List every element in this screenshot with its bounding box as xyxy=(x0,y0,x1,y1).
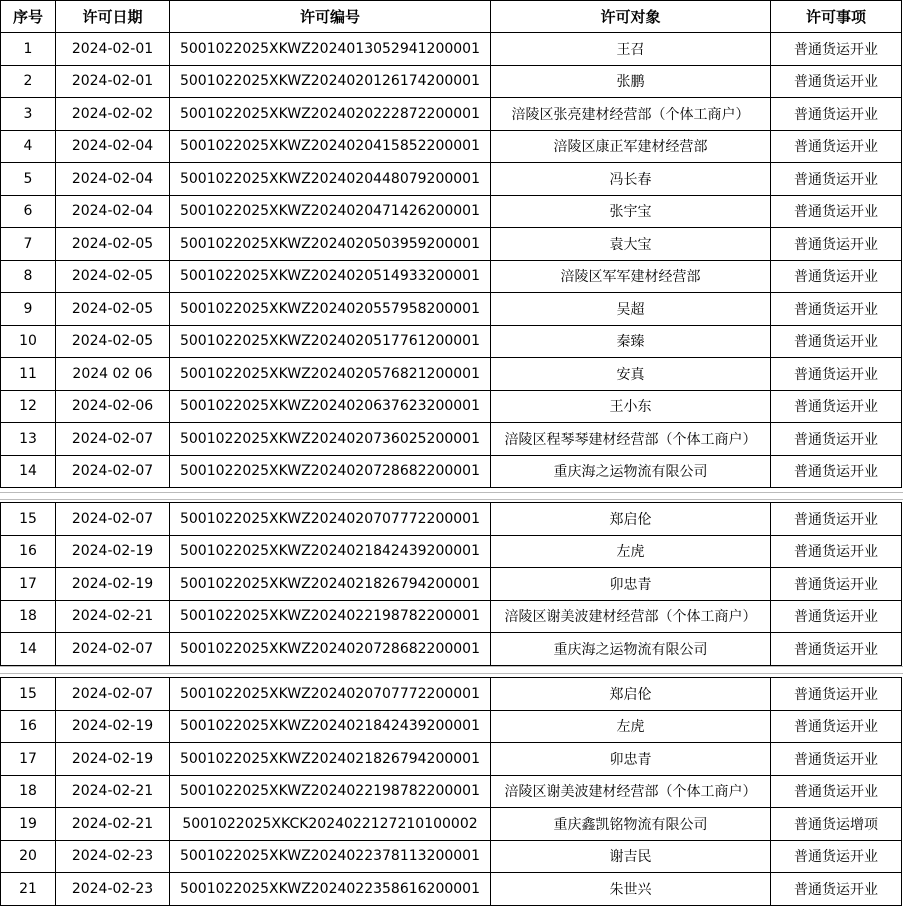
cell-permit-no: 5001022025XKWZ2024022198782200001 xyxy=(170,600,491,633)
cell-permit-no: 5001022025XKWZ2024020517761200001 xyxy=(170,325,491,358)
cell-target: 重庆海之运物流有限公司 xyxy=(491,455,771,488)
table-row xyxy=(1,33,902,66)
cell-seq: 7 xyxy=(1,228,56,261)
header-permit-no: 许可编号 xyxy=(170,1,491,33)
table-row xyxy=(1,228,902,261)
cell-target: 郑启伦 xyxy=(491,678,771,711)
table-row xyxy=(1,568,902,601)
table-row xyxy=(1,325,902,358)
cell-item: 普通货运开业 xyxy=(771,710,902,743)
cell-item: 普通货运开业 xyxy=(771,325,902,358)
cell-seq: 2 xyxy=(1,65,56,98)
cell-item: 普通货运开业 xyxy=(771,390,902,423)
table-row xyxy=(1,503,902,536)
cell-date: 2024-02-04 xyxy=(56,130,170,163)
cell-seq: 9 xyxy=(1,293,56,326)
cell-date: 2024-02-21 xyxy=(56,600,170,633)
cell-target: 涪陵区程琴琴建材经营部（个体工商户） xyxy=(491,423,771,456)
cell-item: 普通货运开业 xyxy=(771,65,902,98)
cell-target: 卯忠青 xyxy=(491,743,771,776)
cell-target: 谢吉民 xyxy=(491,840,771,873)
cell-date: 2024-02-05 xyxy=(56,293,170,326)
cell-seq: 1 xyxy=(1,33,56,66)
cell-date: 2024-02-04 xyxy=(56,163,170,196)
header-date: 许可日期 xyxy=(56,1,170,33)
cell-permit-no: 5001022025XKWZ2024020471426200001 xyxy=(170,195,491,228)
table-row xyxy=(1,455,902,488)
cell-date: 2024-02-02 xyxy=(56,98,170,131)
cell-seq: 13 xyxy=(1,423,56,456)
cell-item: 普通货运开业 xyxy=(771,503,902,536)
table-row xyxy=(1,808,902,841)
cell-date: 2024-02-07 xyxy=(56,678,170,711)
cell-target: 吴超 xyxy=(491,293,771,326)
cell-permit-no: 5001022025XKWZ2024021826794200001 xyxy=(170,743,491,776)
cell-target: 涪陵区康正军建材经营部 xyxy=(491,130,771,163)
table-row xyxy=(1,743,902,776)
table-row xyxy=(1,130,902,163)
cell-permit-no: 5001022025XKWZ2024022378113200001 xyxy=(170,840,491,873)
table-row xyxy=(1,98,902,131)
cell-date: 2024-02-19 xyxy=(56,535,170,568)
cell-target: 左虎 xyxy=(491,710,771,743)
cell-seq: 11 xyxy=(1,358,56,391)
table-row xyxy=(1,633,902,666)
cell-date: 2024-02-19 xyxy=(56,743,170,776)
cell-permit-no: 5001022025XKWZ2024020222872200001 xyxy=(170,98,491,131)
cell-target: 重庆海之运物流有限公司 xyxy=(491,633,771,666)
cell-date: 2024-02-05 xyxy=(56,228,170,261)
table-row xyxy=(1,293,902,326)
cell-item: 普通货运开业 xyxy=(771,568,902,601)
cell-seq: 4 xyxy=(1,130,56,163)
cell-permit-no: 5001022025XKWZ2024013052941200001 xyxy=(170,33,491,66)
table-row xyxy=(1,775,902,808)
cell-date: 2024-02-07 xyxy=(56,633,170,666)
cell-permit-no: 5001022025XKCK2024022127210100002 xyxy=(170,808,491,841)
cell-item: 普通货运开业 xyxy=(771,293,902,326)
cell-date: 2024-02-01 xyxy=(56,65,170,98)
cell-permit-no: 5001022025XKWZ2024020728682200001 xyxy=(170,455,491,488)
cell-permit-no: 5001022025XKWZ2024020576821200001 xyxy=(170,358,491,391)
table-row xyxy=(1,260,902,293)
cell-seq: 6 xyxy=(1,195,56,228)
cell-permit-no: 5001022025XKWZ2024021842439200001 xyxy=(170,535,491,568)
cell-seq: 3 xyxy=(1,98,56,131)
cell-date: 2024-02-05 xyxy=(56,260,170,293)
table-row xyxy=(1,65,902,98)
cell-permit-no: 5001022025XKWZ2024021826794200001 xyxy=(170,568,491,601)
table-row xyxy=(1,840,902,873)
cell-date: 2024-02-19 xyxy=(56,568,170,601)
cell-seq: 18 xyxy=(1,775,56,808)
cell-date: 2024-02-04 xyxy=(56,195,170,228)
cell-date: 2024-02-23 xyxy=(56,840,170,873)
cell-seq: 10 xyxy=(1,325,56,358)
cell-item: 普通货运增项 xyxy=(771,808,902,841)
cell-permit-no: 5001022025XKWZ2024020637623200001 xyxy=(170,390,491,423)
cell-seq: 15 xyxy=(1,503,56,536)
page-break xyxy=(0,666,903,674)
cell-target: 张鹏 xyxy=(491,65,771,98)
cell-target: 涪陵区谢美波建材经营部（个体工商户） xyxy=(491,600,771,633)
cell-item: 普通货运开业 xyxy=(771,840,902,873)
cell-target: 王召 xyxy=(491,33,771,66)
cell-seq: 16 xyxy=(1,535,56,568)
cell-item: 普通货运开业 xyxy=(771,873,902,906)
header-row xyxy=(1,1,902,33)
cell-target: 朱世兴 xyxy=(491,873,771,906)
cell-item: 普通货运开业 xyxy=(771,130,902,163)
table-row xyxy=(1,163,902,196)
cell-permit-no: 5001022025XKWZ2024020514933200001 xyxy=(170,260,491,293)
cell-seq: 5 xyxy=(1,163,56,196)
cell-item: 普通货运开业 xyxy=(771,423,902,456)
cell-seq: 17 xyxy=(1,568,56,601)
cell-permit-no: 5001022025XKWZ2024022358616200001 xyxy=(170,873,491,906)
cell-seq: 18 xyxy=(1,600,56,633)
table-row xyxy=(1,873,902,906)
table-row xyxy=(1,710,902,743)
cell-permit-no: 5001022025XKWZ2024021842439200001 xyxy=(170,710,491,743)
cell-item: 普通货运开业 xyxy=(771,228,902,261)
cell-date: 2024-02-07 xyxy=(56,455,170,488)
cell-target: 卯忠青 xyxy=(491,568,771,601)
cell-target: 涪陵区军军建材经营部 xyxy=(491,260,771,293)
cell-date: 2024-02-05 xyxy=(56,325,170,358)
table-row xyxy=(1,678,902,711)
cell-seq: 8 xyxy=(1,260,56,293)
header-item: 许可事项 xyxy=(771,1,902,33)
cell-permit-no: 5001022025XKWZ2024020736025200001 xyxy=(170,423,491,456)
cell-item: 普通货运开业 xyxy=(771,195,902,228)
cell-seq: 21 xyxy=(1,873,56,906)
cell-date: 2024-02-23 xyxy=(56,873,170,906)
cell-permit-no: 5001022025XKWZ2024020728682200001 xyxy=(170,633,491,666)
cell-seq: 17 xyxy=(1,743,56,776)
cell-target: 张宇宝 xyxy=(491,195,771,228)
cell-date: 2024-02-21 xyxy=(56,808,170,841)
cell-permit-no: 5001022025XKWZ2024020503959200001 xyxy=(170,228,491,261)
cell-seq: 20 xyxy=(1,840,56,873)
cell-date: 2024-02-19 xyxy=(56,710,170,743)
cell-item: 普通货运开业 xyxy=(771,633,902,666)
cell-seq: 12 xyxy=(1,390,56,423)
cell-seq: 14 xyxy=(1,633,56,666)
cell-item: 普通货运开业 xyxy=(771,535,902,568)
cell-permit-no: 5001022025XKWZ2024022198782200001 xyxy=(170,775,491,808)
cell-seq: 14 xyxy=(1,455,56,488)
cell-permit-no: 5001022025XKWZ2024020707772200001 xyxy=(170,503,491,536)
permit-table-part-3 xyxy=(0,677,902,906)
cell-item: 普通货运开业 xyxy=(771,600,902,633)
cell-permit-no: 5001022025XKWZ2024020126174200001 xyxy=(170,65,491,98)
cell-permit-no: 5001022025XKWZ2024020707772200001 xyxy=(170,678,491,711)
cell-date: 2024-02-07 xyxy=(56,423,170,456)
permit-table-part-2 xyxy=(0,502,902,666)
cell-item: 普通货运开业 xyxy=(771,678,902,711)
cell-target: 袁大宝 xyxy=(491,228,771,261)
cell-permit-no: 5001022025XKWZ2024020415852200001 xyxy=(170,130,491,163)
cell-target: 涪陵区谢美波建材经营部（个体工商户） xyxy=(491,775,771,808)
table-row xyxy=(1,195,902,228)
table-row xyxy=(1,535,902,568)
cell-date: 2024-02-07 xyxy=(56,503,170,536)
cell-date: 2024-02-01 xyxy=(56,33,170,66)
cell-target: 重庆鑫凯铭物流有限公司 xyxy=(491,808,771,841)
cell-target: 左虎 xyxy=(491,535,771,568)
cell-seq: 15 xyxy=(1,678,56,711)
cell-date: 2024-02-21 xyxy=(56,775,170,808)
cell-permit-no: 5001022025XKWZ2024020557958200001 xyxy=(170,293,491,326)
cell-item: 普通货运开业 xyxy=(771,455,902,488)
cell-item: 普通货运开业 xyxy=(771,743,902,776)
cell-target: 冯长春 xyxy=(491,163,771,196)
header-seq: 序号 xyxy=(1,1,56,33)
table-row xyxy=(1,600,902,633)
cell-permit-no: 5001022025XKWZ2024020448079200001 xyxy=(170,163,491,196)
table-row xyxy=(1,358,902,391)
cell-date: 2024-02-06 xyxy=(56,390,170,423)
cell-item: 普通货运开业 xyxy=(771,98,902,131)
page-break xyxy=(0,492,903,500)
table-row xyxy=(1,423,902,456)
cell-target: 秦臻 xyxy=(491,325,771,358)
table-row xyxy=(1,390,902,423)
cell-date: 2024 02 06 xyxy=(56,358,170,391)
header-target: 许可对象 xyxy=(491,1,771,33)
cell-seq: 16 xyxy=(1,710,56,743)
cell-target: 王小东 xyxy=(491,390,771,423)
cell-target: 郑启伦 xyxy=(491,503,771,536)
cell-item: 普通货运开业 xyxy=(771,260,902,293)
cell-target: 安真 xyxy=(491,358,771,391)
cell-seq: 19 xyxy=(1,808,56,841)
cell-item: 普通货运开业 xyxy=(771,163,902,196)
cell-item: 普通货运开业 xyxy=(771,33,902,66)
cell-item: 普通货运开业 xyxy=(771,358,902,391)
cell-item: 普通货运开业 xyxy=(771,775,902,808)
cell-target: 涪陵区张亮建材经营部（个体工商户） xyxy=(491,98,771,131)
